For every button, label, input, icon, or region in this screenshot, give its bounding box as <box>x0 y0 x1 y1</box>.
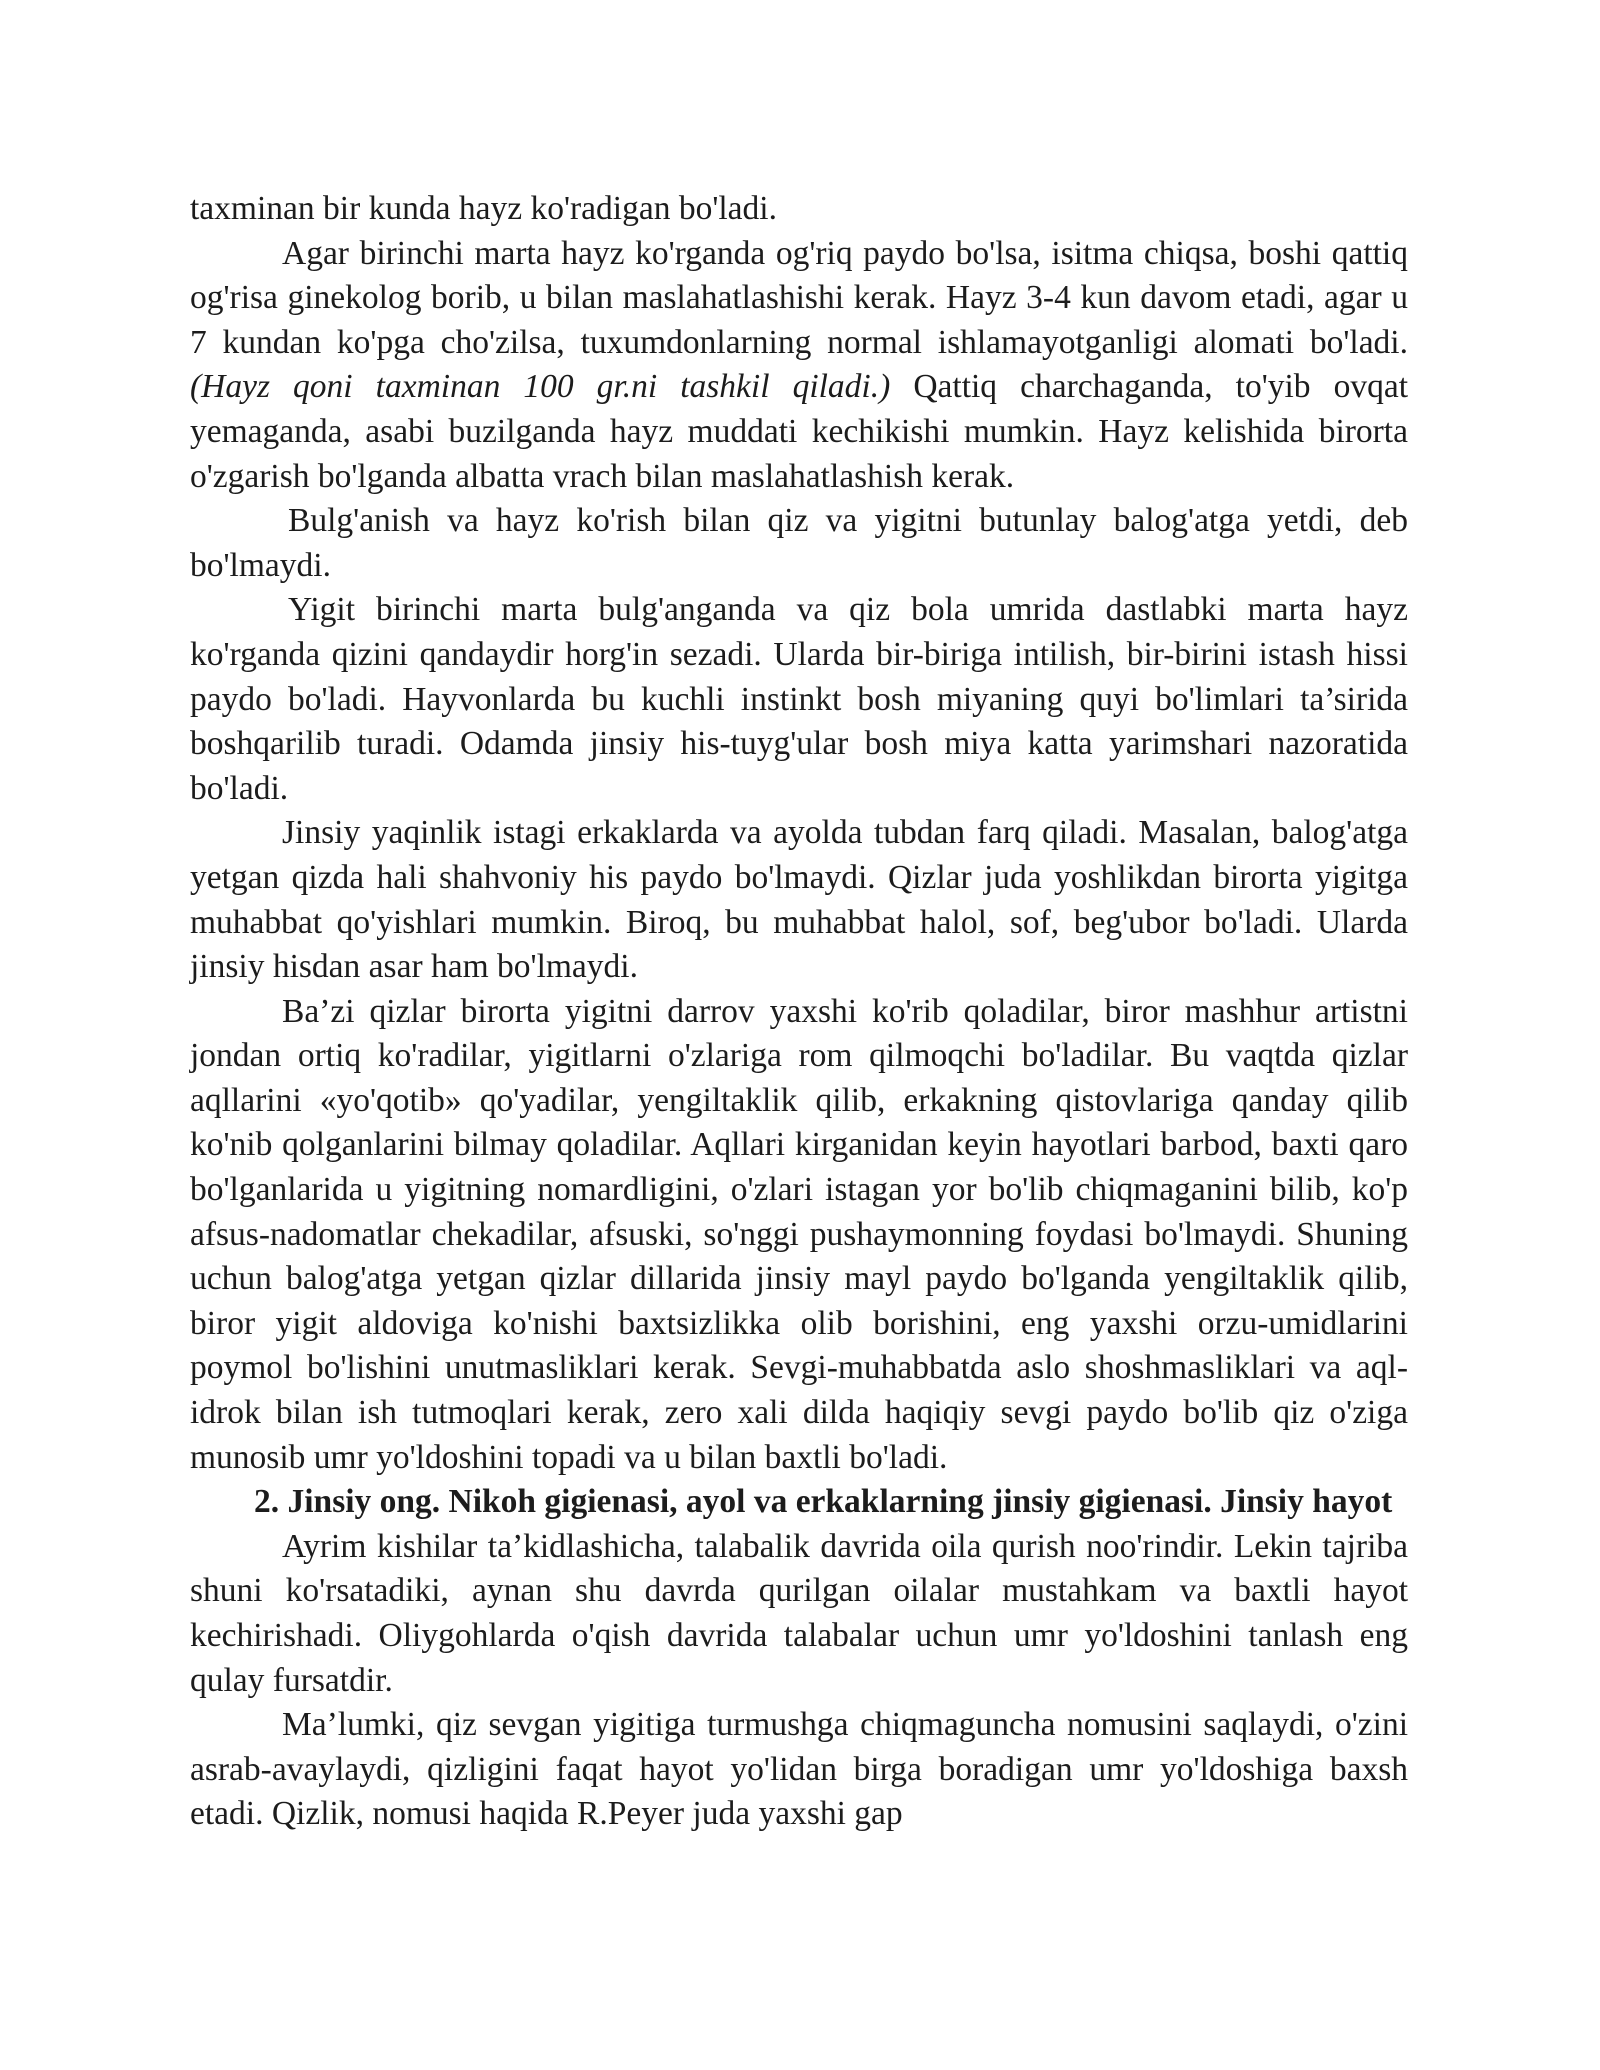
paragraph-continuation: taxminan bir kunda hayz ko'radigan bo'ladi. <box>190 190 777 227</box>
paragraph-maturity: Bulg'anish va hayz ko'rish bilan qiz va yigitni butunlay balog'atga yetdi, deb bo'lmaydi. <box>190 502 1408 584</box>
paragraph-student-marriage: Ayrim kishilar ta’kidlashicha, talabalik davrida oila qurish noo'rindir. Lekin tajriba shuni ko'rsatadiki, aynan shu davrda qurilgan oilalar mustahkam va baxtli hayot kechirishadi. Oliygohlarda o'qish davrida talabalar uchun umr yo'ldoshini tanlash eng qulay fursatdir. <box>190 1527 1408 1699</box>
paragraph-italic-note: (Hayz qoni taxminan 100 gr.ni tashkil qiladi.) <box>190 368 891 406</box>
document-page <box>190 187 1408 1837</box>
paragraph-honor: Ma’lumki, qiz sevgan yigitiga turmushga chiqmaguncha nomusini saqlaydi, o'zini asrab-avaylaydi, qizligini faqat hayot yo'lidan birga boradigan umr yo'ldoshiga baxsh etadi. Qizlik, nomusi haqida R.Peyer juda yaxshi gap <box>190 1706 1408 1833</box>
paragraph-first-signs: Yigit birinchi marta bulg'anganda va qiz bola umrida dastlabki marta hayz ko'rganda qizini qandaydir horg'in sezadi. Ularda bir-biriga intilish, bir-birini istash hissi paydo bo'ladi. Hayvonlarda bu kuchli instinkt bosh miyaning quyi bo'limlari ta’sirida boshqarilib turadi. Odamda jinsiy his-tuyg'ular bosh miya katta yarimshari nazoratida bo'ladi. <box>190 591 1408 807</box>
paragraph-girls-warning: Ba’zi qizlar birorta yigitni darrov yaxshi ko'rib qoladilar, biror mashhur artistni jondan ortiq ko'radilar, yigitlarni o'zlariga rom qilmoqchi bo'ladilar. Bu vaqtda qizlar aqllarini «yo'qotib» qo'yadilar, yengiltaklik qilib, erkakning qistovlariga qanday qilib ko'nib qolganlarini bilmay qoladilar. Aqllari kirganidan keyin hayotlari barbod, baxti qaro bo'lganlarida u yigitning nomardligini, o'zlari istagan yor bo'lib chiqmaganini bilib, ko'p afsus-nadomatlar chekadilar, afsuski, so'nggi pushaymonning foydasi bo'lmaydi. Shuning uchun balog'atga yetgan qizlar dillarida jinsiy mayl paydo bo'lganda yengiltaklik qilib, biror yigit aldoviga ko'nishi baxtsizlikka olib borishini, eng yaxshi orzu-umidlarini poymol bo'lishini unutmasliklari kerak. Sevgi-muhabbatda aslo shoshmasliklari va aql-idrok bilan ish tutmoqlari kerak, zero xali dilda haqiqiy sevgi paydo bo'lib qiz o'ziga munosib umr yo'ldoshini topadi va u bilan baxtli bo'ladi. <box>190 992 1408 1476</box>
paragraph-text: Qattiq charchaganda, to'yib ovqat yemaganda, asabi buzilganda hayz muddati kechikishi mumkin. Hayz kelishida birorta o'zgarish bo'lganda albatta vrach bilan maslahatlashish kerak. <box>190 368 1408 495</box>
paragraph-intimacy-differences: Jinsiy yaqinlik istagi erkaklarda va ayolda tubdan farq qiladi. Masalan, balog'atga yetgan qizda hali shahvoniy his paydo bo'lmaydi. Qizlar juda yoshlikdan birorta yigitga muhabbat qo'yishlari mumkin. Biroq, bu muhabbat halol, sof, beg'ubor bo'ladi. Ularda jinsiy hisdan asar ham bo'lmaydi. <box>190 814 1408 986</box>
paragraph-menstruation-advice <box>190 232 1408 500</box>
section-heading: 2. Jinsiy ong. Nikoh gigienasi, ayol va erkaklarning jinsiy gigienasi. Jinsiy hayot <box>254 1483 1393 1521</box>
paragraph-text: Agar birinchi marta hayz ko'rganda og'riq paydo bo'lsa, isitma chiqsa, boshi qattiq og'risa ginekolog borib, u bilan maslahatlashishi kerak. Hayz 3-4 kun davom etadi, agar u 7 kundan ko'pga cho'zilsa, tuxumdonlarning normal ishlamayotganligi alomati bo'ladi. <box>190 234 1408 361</box>
